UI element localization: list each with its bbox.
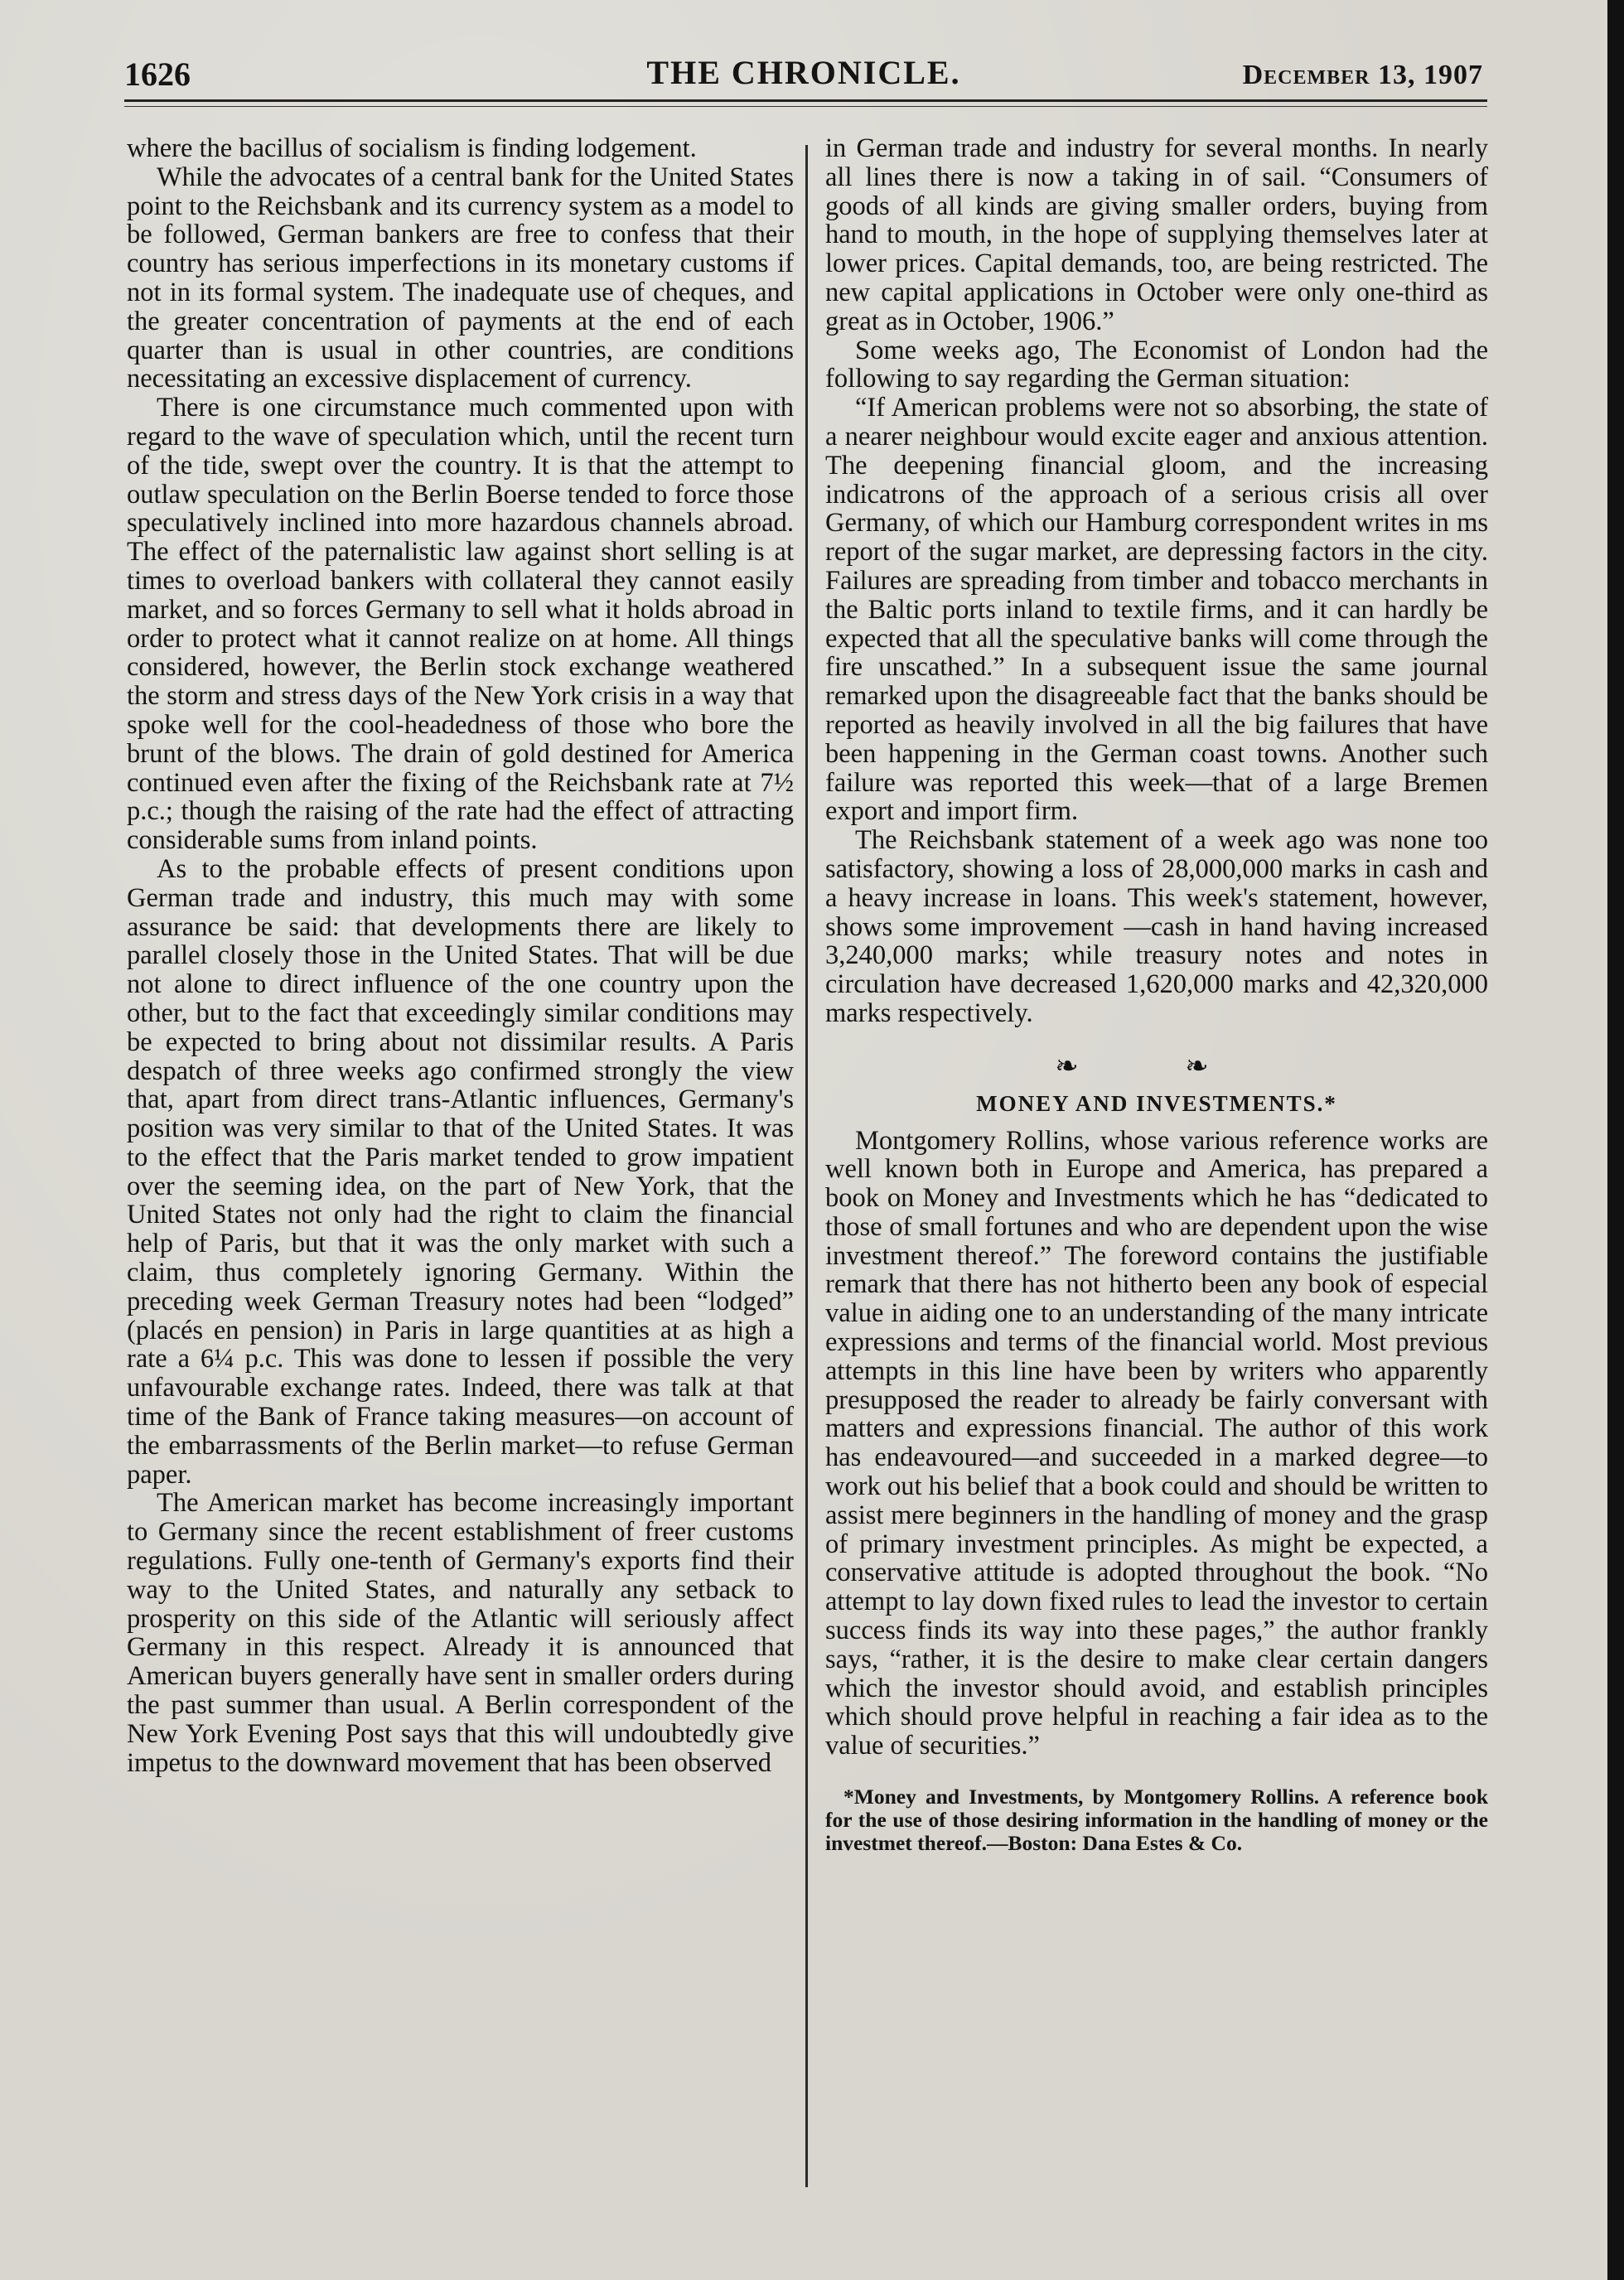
section-ornament-icon: ❧ ❧: [1055, 1051, 1259, 1082]
paragraph: As to the probable effects of present conditions upon German trade and industry, this much may with some assurance be said: that developments there are likely to parallel closely those in the United States. That will be due not alone to direct influence of the one country upon the other, but to the fact that exceedingly similar conditions may be expected to bring about not dissimilar results. A Paris despatch of three weeks ago confirmed strongly the view that, apart from direct trans-Atlantic influences, Germany's position was very similar to that of the United States. It was to the effect that the Paris market tended to grow impatient over the seeming idea, on the part of New York, that the United States not only had the right to claim the financial help of Paris, but that it was the only market with such a claim, thus completely ignoring Germany. Within the preceding week German Treasury notes had been “lodged” (placés en pension) in Paris in large quantities at as high a rate a 6¼ p.c. This was done to lessen if possible the very unfavourable exchange rates. Indeed, there was talk at that time of the Bank of France taking measures—on account of the embarrassments of the Berlin market—to refuse German paper.: [127, 853, 794, 1490]
paragraph: There is one circumstance much commented upon with regard to the wave of speculation which, until the recent turn of the tide, swept over the country. It is that the attempt to outlaw speculation on the Berlin Boerse tended to force those speculatively inclined into more hazardous channels abroad. The effect of the paternalistic law against short selling is at times to overload bankers with collateral they cannot easily market, and so forces Germany to sell what it holds abroad in order to protect what it cannot realize on at home. All things considered, however, the Berlin stock exchange weathered the storm and stress days of the New York crisis in a way that spoke well for the cool-headedness of those who bore the brunt of the blows. The drain of gold destined for America continued even after the fixing of the Reichsbank rate at 7½ p.c.; though the raising of the rate had the effect of attracting considerable sums from inland points.: [127, 393, 794, 856]
column-divider: [805, 145, 808, 2187]
footnote-text: *Money and Investments, by Montgomery Rollins. A reference book for the use of those desiring information in the handling of money or the investmet thereof.—Boston: Dana Estes & Co.: [825, 1785, 1488, 1856]
paragraph: where the bacillus of socialism is finding lodgement.: [127, 133, 697, 163]
right-column: [825, 134, 1488, 1855]
paragraph: The Reichsbank statement of a week ago was none too satisfactory, showing a loss of 28,000,000 marks in cash and a heavy increase in loans. This week's statement, however, shows some improvement —cash in hand having increased 3,240,000 marks; while treasury notes and notes in circulation have decreased 1,620,000 marks and 42,320,000 marks respectively.: [825, 825, 1488, 1028]
section-heading: MONEY AND INVESTMENTS.*: [976, 1090, 1337, 1116]
paragraph: Montgomery Rollins, whose various reference works are well known both in Europe and America, has prepared a book on Money and Investments which he has “dedicated to those of small fortunes and who are dependent upon the wise investment thereof.” The foreword contains the justifiable remark that there has not hitherto been any book of especial value in aiding one to an understanding of the many intricate expressions and terms of the financial world. Most previous attempts in this line have been by writers who apparently presupposed the reader to already be fairly conversant with matters and expressions financial. The author of this work has endeavoured—and succeeded in a marked degree—to work out his belief that a book could and should be written to assist mere beginners in the handling of money and the grasp of primary investment principles. As might be expected, a conservative attitude is adopted throughout the book. “No attempt to lay down fixed rules to lead the investor to certain success finds its way into these pages,” the author frankly says, “rather, it is the desire to make clear certain dangers which the investor should avoid, and establish principles which should prove helpful in reaching a fair idea as to the value of securities.”: [825, 1125, 1488, 1761]
publication-title: THE CHRONICLE.: [646, 54, 961, 91]
page-header: [124, 50, 1483, 99]
paragraph: “If American problems were not so absorbing, the state of a nearer neighbour would excite eager and anxious attention. The deepening financial gloom, and the increasing indicatrons of the approach of a serious crisis all over Germany, of which our Hamburg correspondent writes in ms report of the sugar market, are depressing factors in the city. Failures are spreading from timber and tobacco merchants in the Baltic ports inland to textile firms, and it can hardly be expected that all the speculative banks will come through the fire unscathed.” In a subsequent issue the same journal remarked upon the disagreeable fact that the banks should be reported as heavily involved in all the big failures that have been happening in the German coast towns. Another such failure was reported this week—that of a large Bremen export and import firm.: [825, 393, 1488, 827]
left-column: [127, 134, 794, 1777]
page-number: 1626: [124, 56, 191, 93]
paragraph: The American market has become increasingly important to Germany since the recent establishment of freer customs regulations. Fully one-tenth of Germany's exports find their way to the United States, and naturally any setback to prosperity on this side of the Atlantic will seriously affect Germany in this respect. Already it is announced that American buyers generally have sent in smaller orders during the past summer than usual. A Berlin correspondent of the New York Evening Post says that this will undoubtedly give impetus to the downward movement that has been observed: [127, 1488, 794, 1778]
paragraph: in German trade and industry for several months. In nearly all lines there is now a taking in of sail. “Consumers of goods of all kinds are giving smaller orders, buying from hand to mouth, in the hope of supplying themselves later at lower prices. Capital demands, too, are being restricted. The new capital applications in October were only one-third as great as in October, 1906.”: [825, 133, 1488, 336]
scan-edge: [1607, 0, 1624, 2280]
header-rule: [124, 99, 1487, 102]
issue-date: December 13, 1907: [1242, 60, 1483, 90]
header-rule-thin: [124, 106, 1487, 107]
paragraph: While the advocates of a central bank for the United States point to the Reichsbank and its currency system as a model to be followed, German bankers are free to confess that their country has serious imperfections in its monetary customs if not in its formal system. The inadequate use of cheques, and the greater concentration of payments at the end of each quarter than is usual in other countries, are conditions necessitating an excessive displacement of currency.: [127, 162, 794, 394]
footnote: [825, 1785, 1488, 1855]
paragraph: Some weeks ago, The Economist of London had the following to say regarding the German situation:: [825, 335, 1488, 394]
